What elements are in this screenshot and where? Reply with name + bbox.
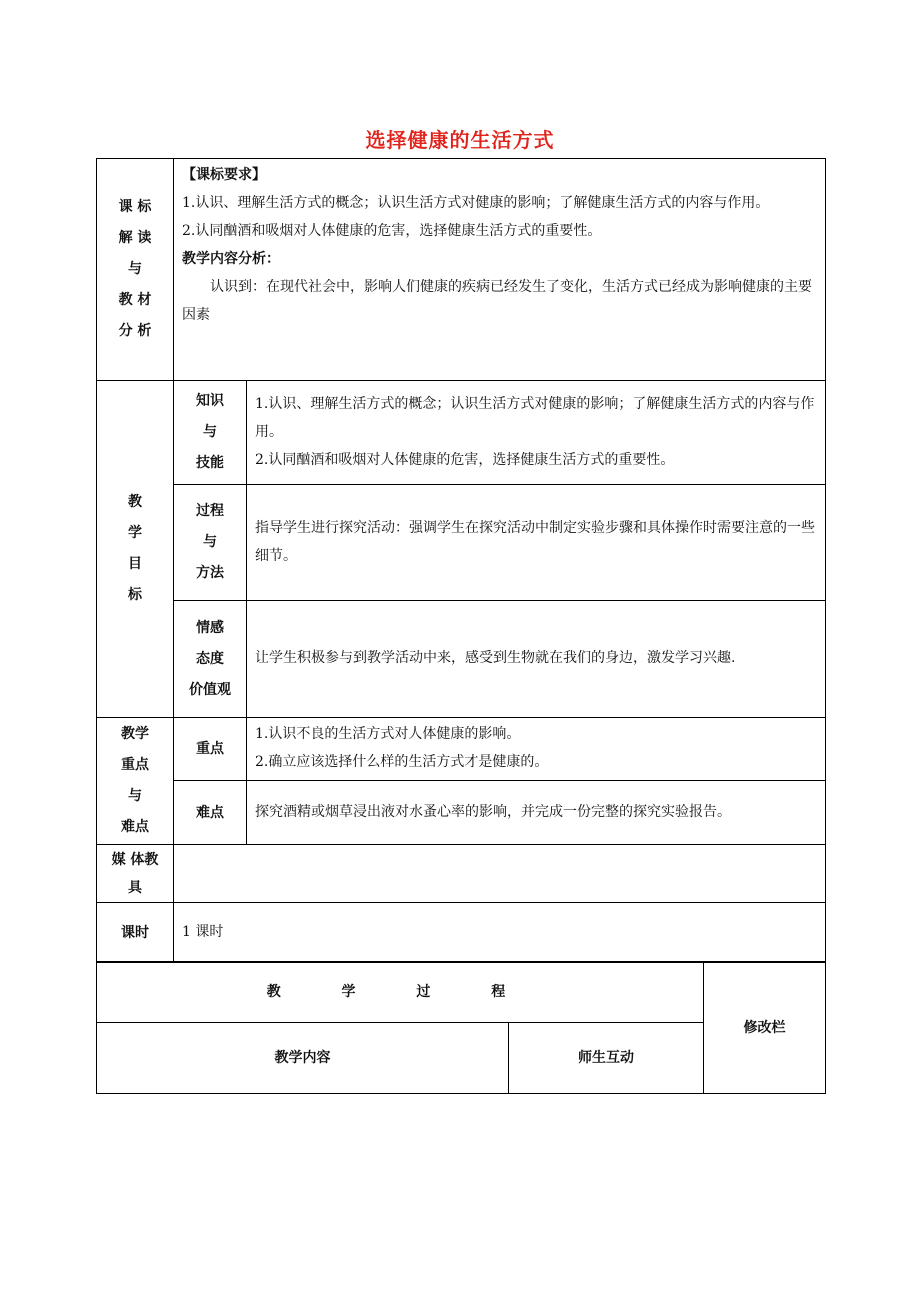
curriculum-label-line: 与 (128, 261, 142, 277)
knowledge-item: 1.认识、理解生活方式的概念；认识生活方式对健康的影响；了解健康生活方式的内容与作用。 (255, 395, 815, 440)
analysis-heading: 教学内容分析： (182, 251, 280, 267)
keypoints-label-line: 教学 (121, 726, 149, 742)
objectives-label-line: 标 (128, 587, 142, 603)
media-label (97, 845, 174, 903)
period-content: 1 课时 (174, 903, 826, 963)
key-item: 1.认识不良的生活方式对人体健康的影响。 (255, 726, 521, 742)
period-label: 课时 (97, 903, 174, 963)
analysis-text: 认识到：在现代社会中，影响人们健康的疾病已经发生了变化，生活方式已经成为影响健康的主要因素 (182, 279, 812, 323)
knowledge-label-line: 知识 (196, 393, 224, 409)
emotion-label-line: 情感 (196, 619, 224, 636)
objective-emotion-row (97, 601, 826, 718)
lesson-plan-table (96, 158, 826, 963)
objective-process-row (97, 485, 826, 601)
period-row (97, 903, 826, 963)
knowledge-label-line: 技能 (196, 455, 224, 471)
process-table (96, 961, 826, 1094)
objectives-label-line: 学 (128, 525, 142, 541)
objective-knowledge-row (97, 381, 826, 485)
content-column-header: 教学内容 (97, 1023, 509, 1094)
requirements-heading: 【课标要求】 (182, 167, 266, 183)
process-content (247, 485, 826, 601)
curriculum-label-line: 课 标 (118, 199, 152, 215)
process-label (174, 485, 247, 601)
difficult-content (247, 781, 826, 845)
process-header-row (97, 962, 826, 1023)
knowledge-content (247, 381, 826, 485)
difficulty-row (97, 781, 826, 845)
key-item: 2.确立应该选择什么样的生活方式才是健康的。 (255, 754, 549, 770)
requirement-item: 1.认识、理解生活方式的概念；认识生活方式对健康的影响；了解健康生活方式的内容与作用。 (182, 195, 770, 211)
media-label-line: 具 (128, 879, 142, 896)
media-content (174, 845, 826, 903)
knowledge-item: 2.认同酗酒和吸烟对人体健康的危害，选择健康生活方式的重要性。 (255, 451, 675, 468)
keypoint-row (97, 718, 826, 781)
media-label-line: 媒 体教 (111, 851, 159, 868)
emotion-content (247, 601, 826, 718)
objectives-label-line: 目 (128, 556, 142, 572)
requirement-item: 2.认同酗酒和吸烟对人体健康的危害，选择健康生活方式的重要性。 (182, 223, 602, 239)
knowledge-label (174, 381, 247, 485)
key-label: 重点 (174, 718, 247, 781)
interaction-column-header: 师生互动 (509, 1023, 704, 1094)
curriculum-label-line: 教 材 (118, 292, 152, 308)
process-header (97, 962, 704, 1023)
process-label-line: 方法 (196, 565, 224, 581)
knowledge-label-line: 与 (203, 424, 217, 440)
objectives-label (97, 381, 174, 718)
process-label-line: 过程 (196, 503, 224, 519)
process-text: 指导学生进行探究活动：强调学生在探究活动中制定实验步骤和具体操作时需要注意的一些细节。 (255, 519, 815, 564)
process-label-line: 与 (203, 534, 217, 550)
keypoints-label-line: 难点 (121, 819, 149, 835)
curriculum-label (97, 159, 174, 381)
difficult-text: 探究酒精或烟草浸出液对水蚤心率的影响，并完成一份完整的探究实验报告。 (255, 803, 731, 820)
curriculum-label-line: 解 读 (118, 230, 152, 246)
emotion-text: 让学生积极参与到教学活动中来，感受到生物就在我们的身边，激发学习兴趣. (255, 650, 736, 666)
key-content (247, 718, 826, 781)
keypoints-label (97, 718, 174, 845)
difficult-label: 难点 (174, 781, 247, 845)
emotion-label-line: 态度 (196, 650, 224, 667)
process-header-text: 教 学 过 程 (266, 984, 534, 1000)
revision-column: 修改栏 (704, 962, 826, 1094)
curriculum-label-line: 分 析 (118, 323, 152, 339)
curriculum-row (97, 159, 826, 381)
media-row (97, 845, 826, 903)
objectives-label-line: 教 (128, 494, 142, 510)
emotion-label-line: 价值观 (189, 681, 231, 698)
keypoints-label-line: 与 (128, 788, 142, 804)
page-title: 选择健康的生活方式 (365, 128, 555, 152)
curriculum-content (174, 159, 826, 381)
keypoints-label-line: 重点 (121, 757, 149, 773)
emotion-label (174, 601, 247, 718)
